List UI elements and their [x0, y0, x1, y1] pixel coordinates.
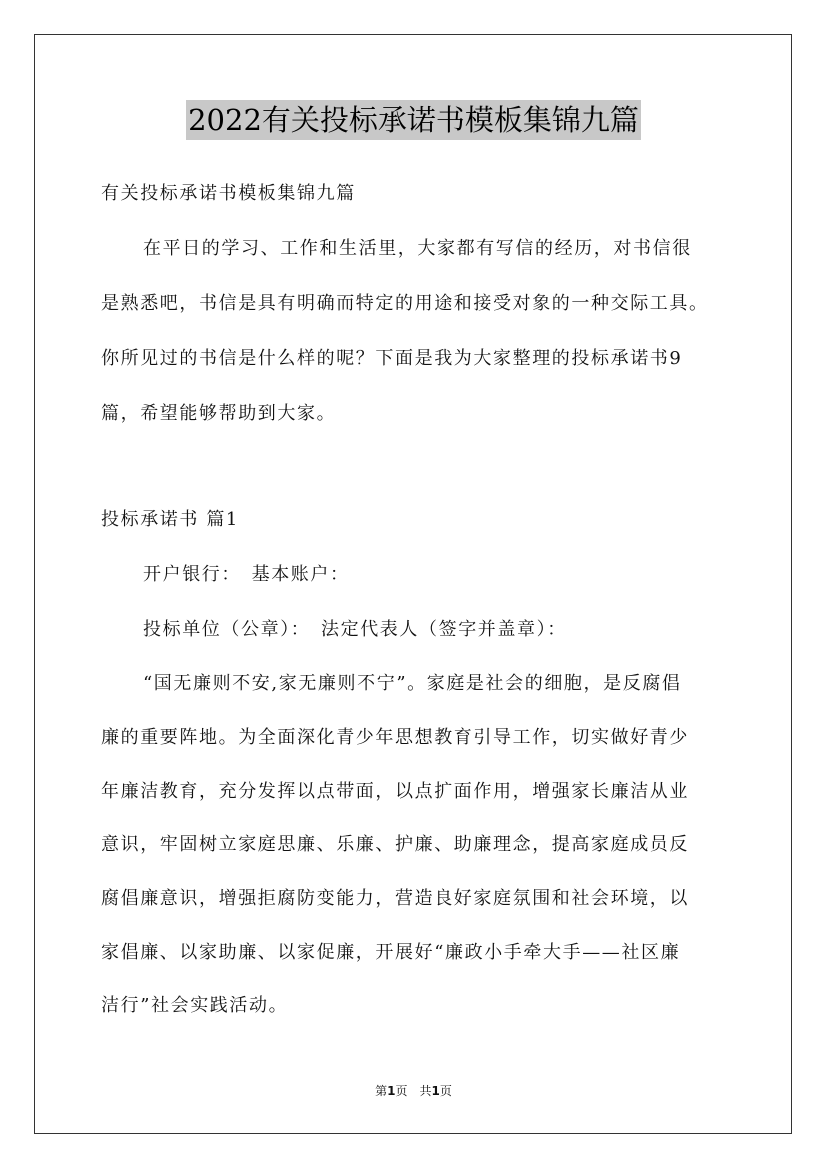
- body-line-1: “国无廉则不安,家无廉则不宁”。家庭是社会的细胞，是反腐倡: [143, 673, 682, 694]
- body-line-6: 家倡廉、以家助廉、以家促廉，开展好“廉政小手牵大手——社区廉: [101, 942, 681, 963]
- intro-line-3: 你所见过的书信是什么样的呢？下面是我为大家整理的投标承诺书9: [101, 348, 683, 369]
- document-title: 2022有关投标承诺书模板集锦九篇: [186, 100, 641, 140]
- footer-middle: 页 共: [395, 1084, 432, 1098]
- intro-line-2: 是熟悉吧，书信是具有明确而特定的用途和接受对象的一种交际工具。: [101, 293, 709, 314]
- footer-page-number: 1: [387, 1084, 396, 1098]
- body-line-7: 洁行”社会实践活动。: [101, 995, 289, 1016]
- intro-line-1: 在平日的学习、工作和生活里，大家都有写信的经历，对书信很: [143, 238, 692, 259]
- footer-suffix: 页: [439, 1084, 452, 1098]
- footer-page-total: 1: [431, 1084, 440, 1098]
- bidder-unit-line: 投标单位（公章）： 法定代表人（签字并盖章）：: [143, 619, 567, 640]
- section-heading: 投标承诺书 篇1: [101, 509, 239, 530]
- footer-prefix: 第: [375, 1084, 388, 1098]
- body-line-3: 年廉洁教育，充分发挥以点带面，以点扩面作用，增强家长廉洁从业: [101, 781, 689, 802]
- intro-line-4: 篇，希望能够帮助到大家。: [101, 403, 337, 424]
- body-line-2: 廉的重要阵地。为全面深化青少年思想教育引导工作，切实做好青少: [101, 727, 689, 748]
- body-line-4: 意识，牢固树立家庭思廉、乐廉、护廉、助廉理念，提高家庭成员反: [101, 834, 689, 855]
- body-line-5: 腐倡廉意识，增强拒腐防变能力，营造良好家庭氛围和社会环境，以: [101, 888, 689, 909]
- title-container: [0, 100, 827, 140]
- page-footer: [0, 1083, 827, 1099]
- bank-account-line: 开户银行： 基本账户：: [143, 564, 350, 585]
- document-subtitle: 有关投标承诺书模板集锦九篇: [101, 183, 356, 204]
